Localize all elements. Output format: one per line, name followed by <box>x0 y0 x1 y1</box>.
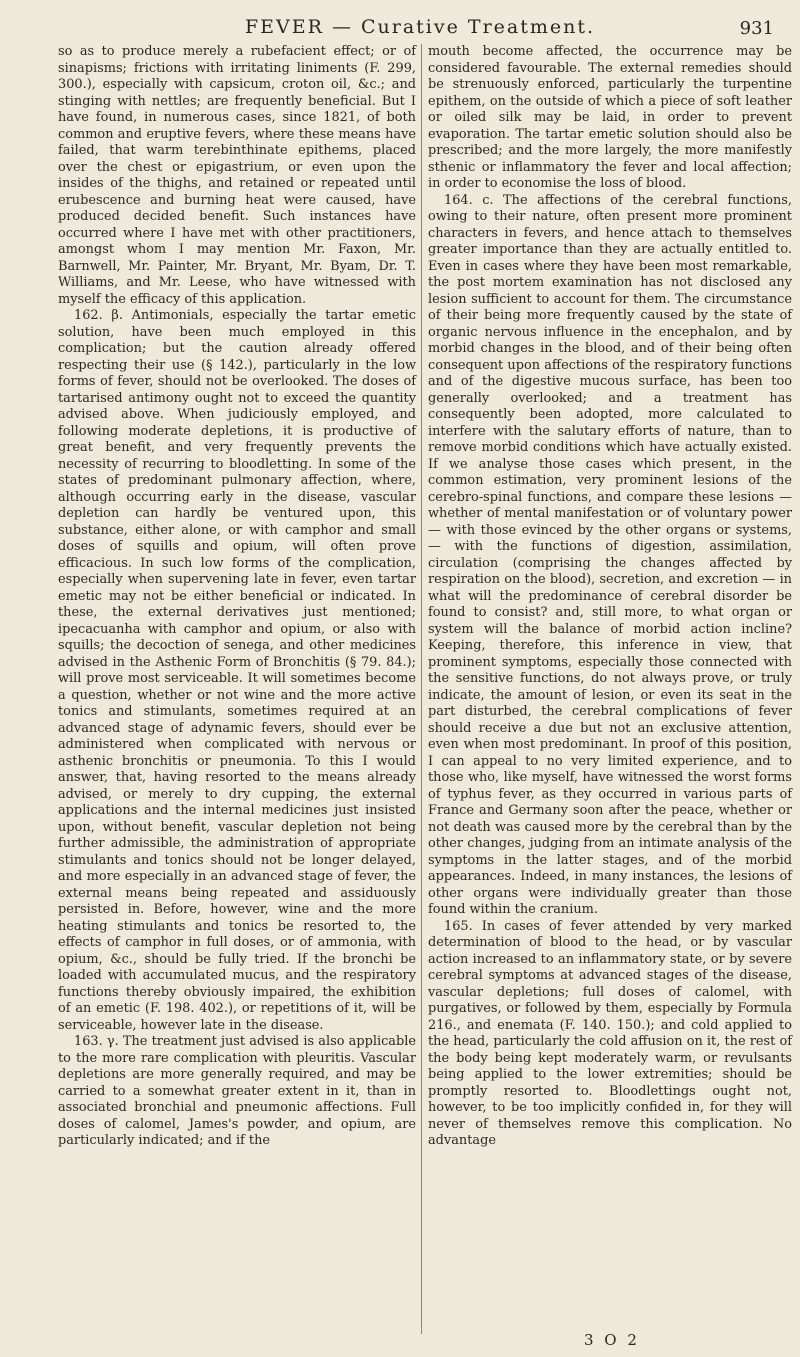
paragraph: 162. β. Antimonials, especially the tartar emetic solution, have been much employed in this complication; but the caution already offered respecting their use (§ 142.), particularly in the low forms of fever, should not be overlooked. The doses of tartarised antimony ought not to exceed the quantity advised above. When judiciously employed, and following moderate depletions, it is productive of great benefit, and very frequently prevents the necessity of recurring to bloodletting. In some of the states of predominant pulmonary affection, where, although occurring early in the disease, vascular depletion can hardly be ventured upon, this substance, either alone, or with camphor and small doses of squills and opium, will often prove efficacious. In such low forms of the complication, especially when supervening late in fever, even tartar emetic may not be either beneficial or indicated. In these, the external derivatives just mentioned; ipecacuanha with camphor and opium, or also with squills; the decoction of senega, and other medicines advised in the Asthenic Form of Bronchitis (§ 79. 84.); will prove most serviceable. It will sometimes become a question, whether or not wine and the more active tonics and stimulants, sometimes required at an advanced stage of adynamic fevers, should ever be administered when complicated with nervous or asthenic bronchitis or pneumonia. To this I would answer, that, having resorted to the means already advised, or merely to dry cupping, the external applications and the internal medicines just insisted upon, without benefit, vascular depletion not being further admissible, the administration of appropriate stimulants and tonics should not be longer delayed, and more especially in an advanced stage of fever, the external means being repeated and assiduously persisted in. Before, however, wine and the more heating stimulants and tonics be resorted to, the effects of camphor in full doses, or of ammonia, with opium, &c., should be fully tried. If the bronchi be loaded with accumulated mucus, and the respiratory functions thereby obviously impaired, the exhibition of an emetic (F. 198. 402.), or repetitions of it, will be serviceable, however late in the disease. <box>58 308 416 1033</box>
left-column <box>58 44 416 1150</box>
paragraph: mouth become affected, the occurrence may be considered favourable. The external remedies should be strenuously enforced, particularly the turpentine epithem, on the outside of which a piece of soft leather or oiled silk may be laid, in order to prevent evaporation. The tartar emetic solution should also be prescribed; and the more largely, the more manifestly sthenic or inflammatory the fever and local affection; in order to economise the loss of blood. <box>428 44 792 191</box>
paragraph: so as to produce merely a rubefacient effect; or of sinapisms; frictions with irritating liniments (F. 299, 300.), especially with capsicum, croton oil, &c.; and stinging with nettles; are frequently beneficial. But I have found, in numerous cases, since 1821, of both common and eruptive fevers, where these means have failed, that warm terebinthinate epithems, placed over the chest or epigastrium, or even upon the insides of the thighs, and retained or repeated until erubescence and burning heat were caused, have produced decided benefit. Such instances have occurred where I have met with other practitioners, amongst whom I may mention Mr. Faxon, Mr. Barnwell, Mr. Painter, Mr. Bryant, Mr. Byam, Dr. T. Williams, and Mr. Leese, who have witnessed with myself the efficacy of this application. <box>58 44 416 307</box>
paragraph: 164. c. The affections of the cerebral functions, owing to their nature, often present more prominent characters in fevers, and hence attach to themselves greater importance than they are actually entitled to. Even in cases where they have been most remarkable, the post mortem examination has not disclosed any lesion sufficient to account for them. The circumstance of their being more frequently caused by the state of organic nervous influence in the encephalon, and by morbid changes in the blood, and of their being often consequent upon affections of the respiratory functions and of the digestive mucous surface, has been too generally overlooked; and a treatment has consequently been adopted, more calculated to interfere with the salutary efforts of nature, than to remove morbid conditions which have actually existed. If we analyse those cases which present, in the common estimation, very prominent lesions of the cerebro-spinal functions, and compare these lesions — whether of mental manifestation or of voluntary power — with those evinced by the other organs or systems, — with the functions of digestion, assimilation, circulation (comprising the changes affected by respiration on the blood), secretion, and excretion — in what will the predominance of cerebral disorder be found to consist? and, still more, to what organ or system will the balance of morbid action incline? Keeping, therefore, this inference in view, that prominent symptoms, especially those connected with the sensitive functions, do not always prove, or truly indicate, the amount of lesion, or even its seat in the part disturbed, the cerebral complications of fever should receive a due but not an exclusive attention, even when most predominant. In proof of this position, I can appeal to no very limited experience, and to those who, like myself, have witnessed the worst forms of typhus fever, as they occurred in various parts of France and Germany soon after the peace, whether or not death was caused more by the cerebral than by the other changes, judging from an intimate analysis of the symptoms in the latter stages, and of the morbid appearances. Indeed, in many instances, the lesions of other organs were individually greater than those found within the cranium. <box>428 192 792 917</box>
running-title: FEVER — Curative Treatment. <box>244 16 596 38</box>
signature-mark: 3 O 2 <box>584 1331 640 1349</box>
paragraph: 165. In cases of fever attended by very marked determination of blood to the head, or by vascular action increased to an inflammatory state, or by severe cerebral symptoms at advanced stages of the disease, vascular depletions; full doses of calomel, with purgatives, or followed by them, especially by Formula 216., and enemata (F. 140. 150.); and cold applied to the head, particularly the cold affusion on it, the rest of the body being kept moderately warm, or revulsants being applied to the lower extremities; should be promptly resorted to. Bloodlettings ought not, however, to be too implicitly confided in, for they will never of themselves remove this complication. No advantage <box>428 918 792 1148</box>
column-divider <box>421 44 422 1334</box>
right-column <box>428 44 792 1150</box>
paragraph: 163. γ. The treatment just advised is also applicable to the more rare complication with pleuritis. Vascular depletions are more generally required, and may be carried to a somewhat greater extent in it, than in associated bronchial and pneumonic affections. Full doses of calomel, James's powder, and opium, are particularly indicated; and if the <box>58 1034 416 1148</box>
page-number: 931 <box>739 18 774 39</box>
running-header <box>60 16 780 42</box>
